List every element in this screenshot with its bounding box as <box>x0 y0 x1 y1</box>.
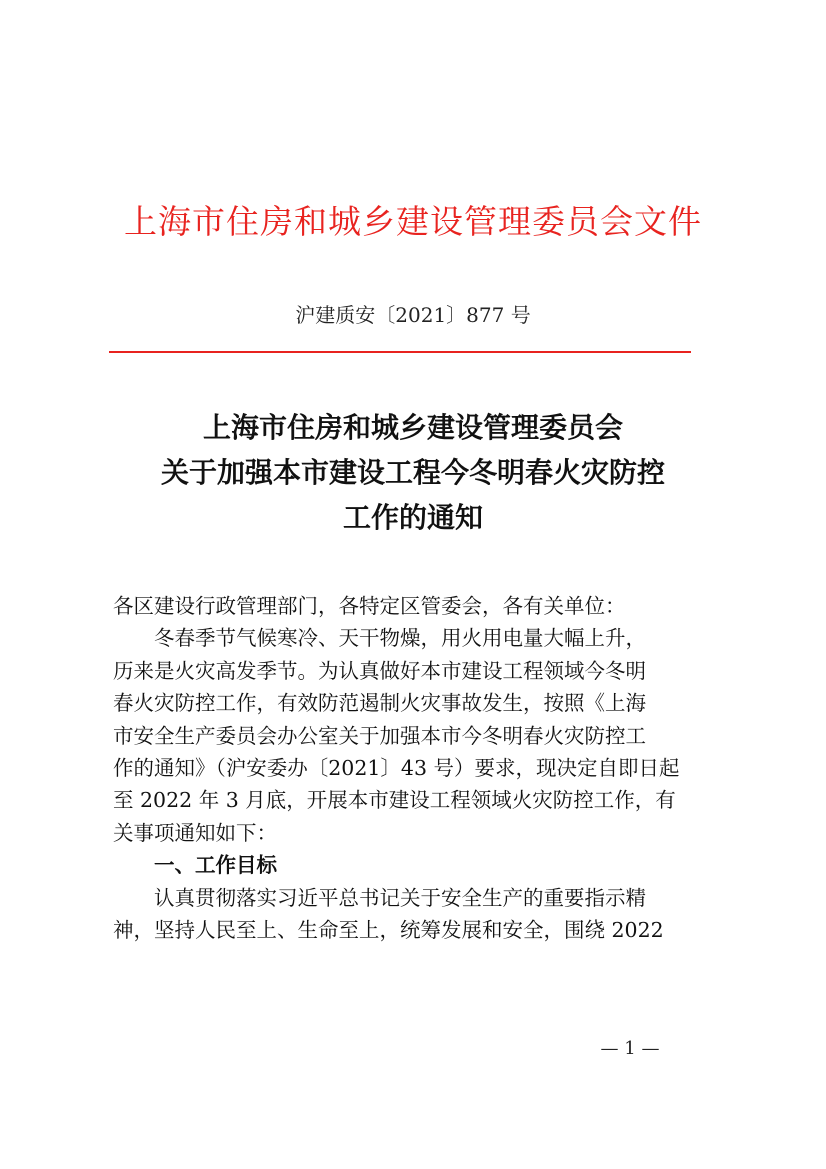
body-line: 神，坚持人民至上、生命至上，统筹发展和安全，围绕 2022 <box>113 917 664 942</box>
body-line: 市安全生产委员会办公室关于加强本市今冬明春火灾防控工 <box>113 723 646 748</box>
document-title <box>0 405 826 540</box>
title-line: 上海市住房和城乡建设管理委员会 <box>202 411 623 444</box>
title-line: 关于加强本市建设工程今冬明春火灾防控 <box>160 456 665 489</box>
title-line: 工作的通知 <box>342 501 483 534</box>
red-divider <box>109 351 691 353</box>
document-number: 沪建质安〔2021〕877 号 <box>295 303 531 327</box>
issuer-header: 上海市住房和城乡建设管理委员会文件 <box>124 202 702 241</box>
body-line: 历来是火灾高发季节。为认真做好本市建设工程领域今冬明 <box>113 658 646 683</box>
body-line: 冬春季节气候寒冷、天干物燥，用火用电量大幅上升， <box>154 626 646 651</box>
page-number: — 1 — <box>600 1038 660 1059</box>
body-line: 关事项通知如下： <box>113 820 277 845</box>
salutation: 各区建设行政管理部门，各特定区管委会，各有关单位： <box>113 594 626 618</box>
body-line: 春火灾防控工作，有效防范遏制火灾事故发生，按照《上海 <box>113 691 646 716</box>
body-line: 作的通知》（沪安委办〔2021〕43 号）要求，现决定自即日起 <box>113 755 680 780</box>
section-heading: 一、工作目标 <box>154 853 277 878</box>
body-line: 认真贯彻落实习近平总书记关于安全生产的重要指示精 <box>154 885 646 910</box>
body-line: 至 2022 年 3 月底，开展本市建设工程领域火灾防控工作，有 <box>113 788 676 813</box>
document-body <box>113 590 713 946</box>
